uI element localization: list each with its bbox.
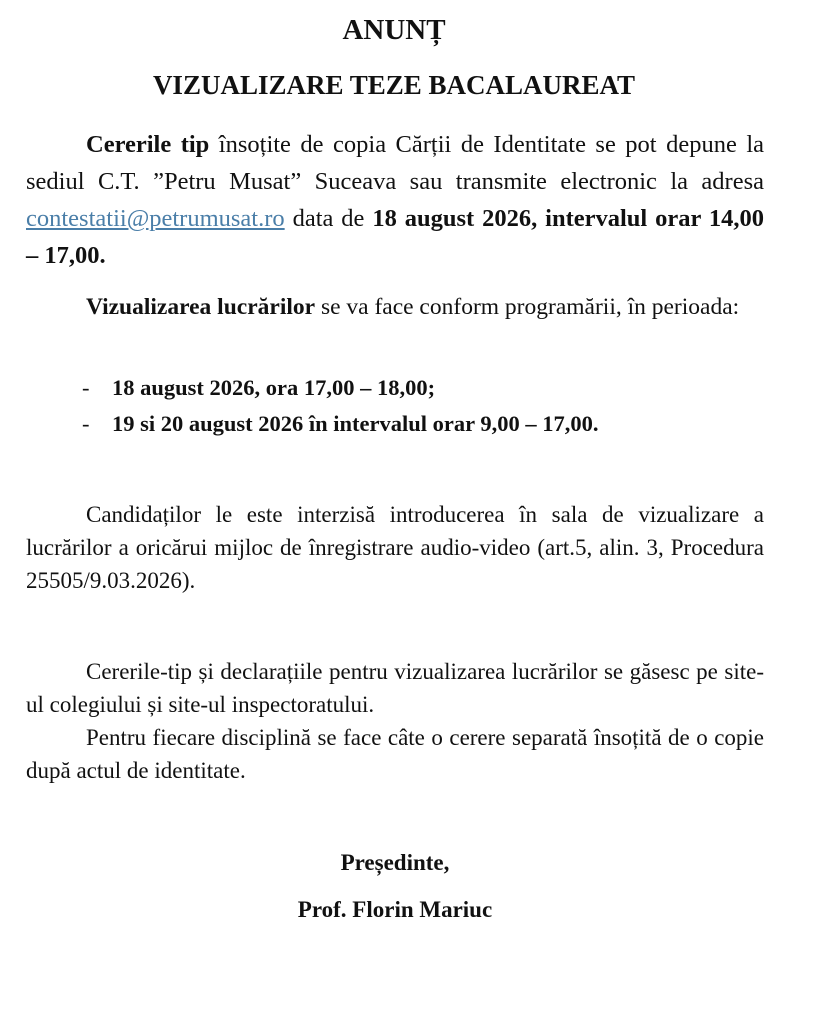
submission-date: 18 august 2026, intervalul orar 14,00 – 17,00. [26,205,764,269]
viewing-text: se va face conform programării, în perioada: [315,294,740,320]
recording-ban-paragraph: Candidaților le este interzisă introducerea în sala de vizualizare a lucrărilor a oricărui mijloc de înregistrare audio-video (art.5, alin. 3, Procedura 25505/9.03.2026). [26,502,764,593]
submission-text: însoțite de copia Cărții de Identitate se pot depune la sediul C.T. ”Petru Musat” Suceava sau transmite electronic la adresa [26,131,765,195]
list-dash: - [82,375,90,400]
contact-email-link[interactable]: contestatii@petrumusat.ro [26,205,285,232]
date-intro-text: data de [284,205,373,232]
schedule-list [82,370,599,442]
list-dash: - [82,411,90,436]
signature-name: Prof. Florin Mariuc [297,897,493,922]
forms-info-block [26,655,764,787]
page-title: ANUNȚ [342,14,446,46]
request-submission-paragraph [26,126,764,274]
schedule-item-text: 19 si 20 august 2026 în intervalul orar 9,00 – 17,00. [112,411,599,436]
viewing-lead: Vizualizarea lucrărilor [86,294,316,320]
list-item [82,406,599,442]
schedule-item-text: 18 august 2026, ora 17,00 – 18,00; [112,375,436,400]
page-subtitle: VIZUALIZARE TEZE BACALAUREAT [152,70,636,100]
forms-location-text: Cererile-tip și declarațiile pentru vizualizarea lucrărilor se găsesc pe site-ul colegiului și site-ul inspectoratului. [26,659,764,717]
viewing-paragraph [26,289,764,326]
signature-role: Președinte, [340,850,450,875]
list-item [82,370,599,406]
separate-request-text: Pentru fiecare disciplină se face câte o cerere separată însoțită de o copie după actul de identitate. [26,725,764,783]
requests-lead: Cererile tip [86,131,210,158]
